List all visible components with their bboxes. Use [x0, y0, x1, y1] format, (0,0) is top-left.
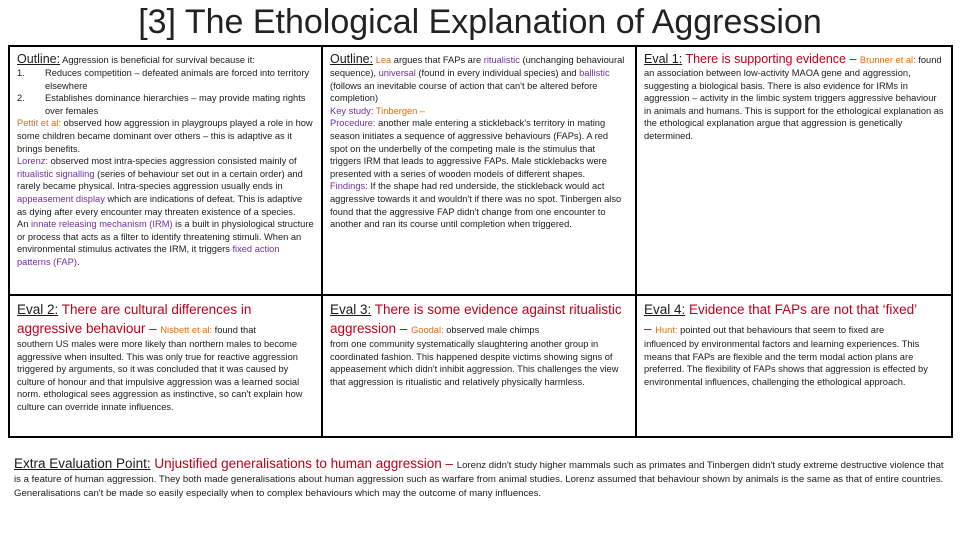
- list-item: 1. Reduces competition – defeated animals are forced into territory elsewhere: [17, 68, 310, 91]
- lorenz-paragraph: Lorenz: observed most intra-species aggression consisted mainly of ritualistic signalling (series of behaviour set out in a certain order) and rarely became physical. Intra-species aggression usually ends in appeasement display which are indications of defeat. This is adaptive as dying after every encounter may threaten existence of a species.: [17, 156, 303, 217]
- content-grid: [8, 45, 953, 438]
- benefit-list: [17, 67, 314, 117]
- procedure-paragraph: Procedure: another male entering a stickleback's territory in mating season initiates a sequence of aggressive behaviours (FAPs). A red spot on the underbelly of the competing male is the stimulus that triggers IRM that leads to aggressive FAPs. Male sticklebacks were presented with a series of wooden models of different shapes.: [330, 118, 609, 179]
- outline-heading: Outline:: [17, 52, 61, 66]
- eval-label: Eval 2:: [17, 302, 59, 317]
- irm-paragraph: An innate releasing mechanism (IRM) is a built in physiological structure or process that acts as a filter to identify threatening stimuli. When an environmental stimulus activates the IRM, it triggers fixed action patterns (FAP).: [17, 219, 314, 267]
- outline-intro: Aggression is beneficial for survival because it:: [62, 55, 255, 65]
- eval-text: from one community systematically slaughtering another group in coordinated fashion. This happened despite victims showing signs of appeasement which didn't inhibit aggression. This challenges the view that aggression is ritualistic and relatively physically harmless.: [330, 339, 619, 387]
- eval-box-2: Eval 2: There are cultural differences in aggressive behaviour – Nisbett et al: found that southern US males were more likely than northern males to become aggressive when insulted. This was only true for reactive aggression triggered by arguments, so it was concluded that it was caused by culture of honour and that impulsive aggression was a learned social norm. ethological sees aggression as instinctive, so can't explain how culture can override innate influences.: [10, 296, 321, 436]
- outline-box-1: [10, 47, 321, 294]
- outline-box-2: Outline: Lea argues that FAPs are ritualistic (unchanging behavioural sequence), universal (found in every individual species) and ballistic (follows an inevitable course of action that can't be altered before completion) Key study: Tinbergen – Procedure: another male entering a stickleback's territory in mating season initiates a sequence of aggressive behaviours (FAPs). A red spot on the underbelly of the competing male is the stimulus that triggers IRM that leads to aggressive FAPs. Male sticklebacks were presented with a series of wooden models of different shapes. Findings: If the shape had red underside, the stickleback would act aggressive towards it and wouldn't if there was no spot. Tinbergen also found that the aggressive FAP didn't change from one encounter to another and ran its course until completion when triggered.: [323, 47, 635, 294]
- key-study: Key study: Tinbergen –: [330, 105, 426, 116]
- eval-label: Eval 3:: [330, 302, 372, 317]
- pettit-paragraph: Pettit et al: observed how aggression in playgroups played a role in how some children became dominant over others – this is adaptive as it brings benefits.: [17, 118, 313, 154]
- eval-box-3: Eval 3: There is some evidence against ritualistic aggression – Goodal: observed male chimps from one community systematically slaughtering another group in coordinated fashion. This happened despite victims showing signs of appeasement which didn't inhibit aggression. This challenges the view that aggression is ritualistic and relatively physically harmless.: [323, 296, 635, 436]
- eval-label: Eval 4:: [644, 302, 686, 317]
- extra-evaluation: Extra Evaluation Point: Unjustified generalisations to human aggression – Lorenz didn't study higher mammals such as primates and Tinbergen didn't study extreme destructive violence that is a feature of human aggression. They both made generalisations about human aggression such as warfare from animal studies. Lorenz assumed that behaviour shown by animals is the same as that of entire countries. Generalisations can't be made so easily especially when to complex behaviours which may the outcome of many influences.: [14, 456, 944, 499]
- eval-text: influenced by environmental factors and learning experiences. This means that FAPs are flexible and the term modal action plans are preferred. The flexibility of FAPs shows that aggression is effected by environmental influences, challenging the ethological approach.: [644, 339, 928, 387]
- findings-paragraph: Findings: If the shape had red underside, the stickleback would act aggressive towards it and wouldn't if there was no spot. Tinbergen also found that the aggressive FAP didn't change from one encounter to another and ran its course until completion when triggered.: [330, 181, 622, 230]
- page-title: [3] The Ethological Explanation of Aggression: [138, 3, 822, 41]
- eval-box-4: Eval 4: Evidence that FAPs are not that ‘fixed’ – Hunt: pointed out that behaviours that seem to fixed are influenced by environmental factors and learning experiences. This means that FAPs are flexible and the term modal action plans are preferred. The flexibility of FAPs shows that aggression is effected by environmental influences, challenging the ethological approach.: [637, 296, 951, 436]
- extra-label: Extra Evaluation Point:: [14, 456, 151, 471]
- eval-text: southern US males were more likely than northern males to become aggressive when insulted. This was only true for reactive aggression triggered by arguments, so it was concluded that it was caused by culture of honour and that impulsive aggression was a learned social norm. ethological sees aggression as instinctive, so can't explain how culture can override innate influences.: [17, 339, 303, 412]
- eval-label: Eval 1:: [644, 52, 683, 66]
- outline-heading: Outline:: [330, 52, 374, 66]
- eval-box-1: Eval 1: There is supporting evidence – Brunner et al: found an association between low-activity MAOA gene and aggression, suggesting a biological basis. There is also evidence for IRMs in aggression – activity in the limbic system triggers aggressive behaviour in animals and humans. This is support for the ethological explanation as the ethological explanation argue that aggression is genetically determined.: [644, 52, 944, 141]
- list-item: 2. Establishes dominance hierarchies – may provide mating rights over females: [17, 93, 306, 116]
